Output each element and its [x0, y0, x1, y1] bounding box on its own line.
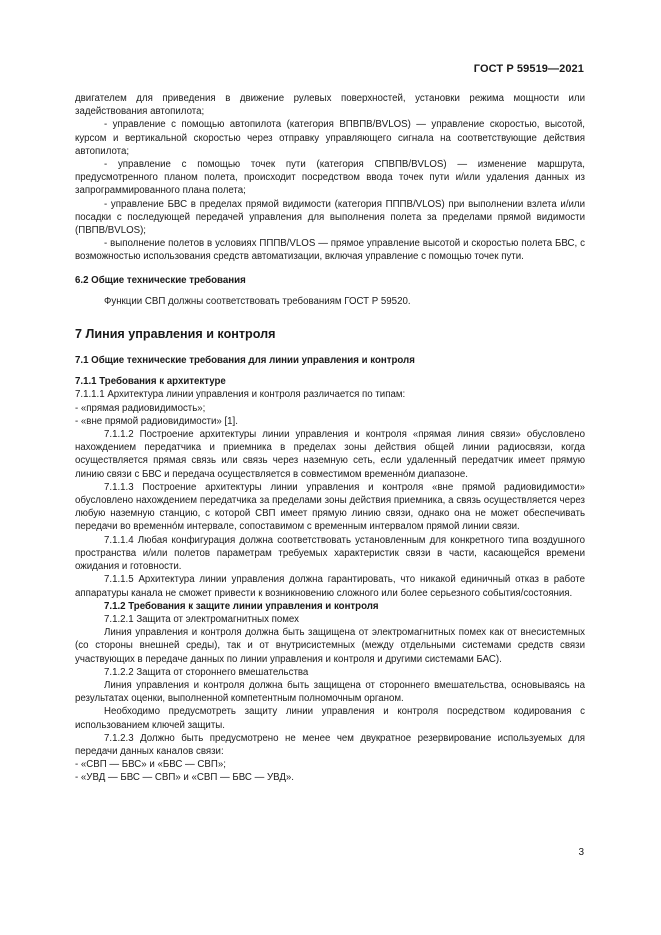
list-item: - «вне прямой радиовидимости» [1].	[75, 415, 238, 427]
paragraph: 7.1.2.3 Должно быть предусмотрено не менее чем двукратное резервирование используемых для передачи данных каналов связи:	[75, 732, 585, 757]
list-item: - управление БВС в пределах прямой видимости (категория ПППВ/VLOS) при выполнении взлета и/или посадки с последующей передачей управления для выполнения полета за пределами прямой видимости (ПВПВ/BVLOS);	[75, 198, 585, 237]
section-heading-6-2: 6.2 Общие технические требования	[75, 274, 246, 286]
list-item: - выполнение полетов в условиях ПППВ/VLOS — прямое управление высотой и скоростью полета БВС, с возможностью использования средств автоматизации, включая управление с помощью точек пути.	[75, 238, 585, 263]
paragraph: Линия управления и контроля должна быть защищена от стороннего вмешательства, основываясь на результатах оценки, выполненной компетентным полномочным органом.	[75, 679, 585, 705]
paragraph: 7.1.1.1 Архитектура линии управления и контроля различается по типам:	[75, 389, 406, 401]
list-item: - управление с помощью автопилота (категория ВПВПВ/BVLOS) — управление скоростью, высотой, курсом и вертикальной скоростью через отправку управляющего сигнала на соответствующие действия автопилота;	[75, 119, 585, 157]
paragraph: Линия управления и контроля должна быть защищена от электромагнитных помех как от внесистемных (со стороны внешней среды), так и от внутрисистемных (между отдельными системами средств связи участвующих в передаче данных по линии управления и контроля и другими системами БАС).	[75, 627, 585, 665]
paragraph: 7.1.2.1 Защита от электромагнитных помех	[104, 613, 299, 625]
list-item: - «прямая радиовидимость»;	[75, 402, 206, 414]
paragraph: Необходимо предусмотреть защиту линии управления и контроля посредством кодирования с использованием ключей защиты.	[75, 706, 585, 731]
list-item: - «СВП — БВС» и «БВС — СВП»;	[75, 759, 226, 771]
document-code: ГОСТ Р 59519—2021	[473, 63, 584, 75]
list-item: - управление с помощью точек пути (категория СПВПВ/BVLOS) — изменение маршрута, предусмотренного планом полета, происходит посредством ввода точек пути и/или удаления данных из запрограммированного плана полета;	[75, 159, 585, 197]
page-number: 3	[578, 847, 584, 858]
subsection-heading-7-1-1: 7.1.1 Требования к архитектуре	[75, 376, 226, 388]
paragraph: 7.1.1.3 Построение архитектуры линии управления и контроля «вне прямой радиовидимости» обусловлено нахождением передатчика за пределами зоны действия приемника, а связь осуществляется через любую наземную станцию, с которой СВП имеет прямую линию связи, однако она не может обеспечивать передачи во временнóм интервале, сопоставимом с временным интервалом прямой линии связи.	[75, 481, 585, 533]
paragraph: двигателем для приведения в движение рулевых поверхностей, установки режима мощности или задействования автопилота;	[75, 93, 585, 118]
list-item: - «УВД — БВС — СВП» и «СВП — БВС — УВД».	[75, 772, 294, 784]
paragraph: 7.1.1.5 Архитектура линии управления должна гарантировать, что никакой единичный отказ в работе аппаратуры канала не сможет привести к возникновению сложного или более серьезного события/состояния.	[75, 574, 585, 599]
paragraph: 7.1.1.4 Любая конфигурация должна соответствовать установленным для конкретного типа воздушного пространства и/или полетов параметрам требуемых характеристик связи в части, касающейся времени ожидания и готовности.	[75, 534, 585, 573]
paragraph: Функции СВП должны соответствовать требованиям ГОСТ Р 59520.	[104, 295, 411, 307]
document-body	[75, 92, 585, 785]
paragraph: 7.1.2.2 Защита от стороннего вмешательства	[104, 666, 309, 678]
chapter-heading-7: 7 Линия управления и контроля	[75, 327, 276, 342]
subsection-heading-7-1-2: 7.1.2 Требования к защите линии управления и контроля	[104, 600, 379, 612]
paragraph: 7.1.1.2 Построение архитектуры линии управления и контроля «прямая линия связи» обусловлено нахождением передатчика и приемника в пределах зоны действия общей линии радиосвязи, когда осуществляется прямая связь или связь через наземную сеть, если удаленный передатчик имеет прямую линию связи с БВС и передача осуществляется в совместимом временнóм диапазоне.	[75, 429, 585, 480]
section-heading-7-1: 7.1 Общие технические требования для линии управления и контроля	[75, 355, 415, 367]
